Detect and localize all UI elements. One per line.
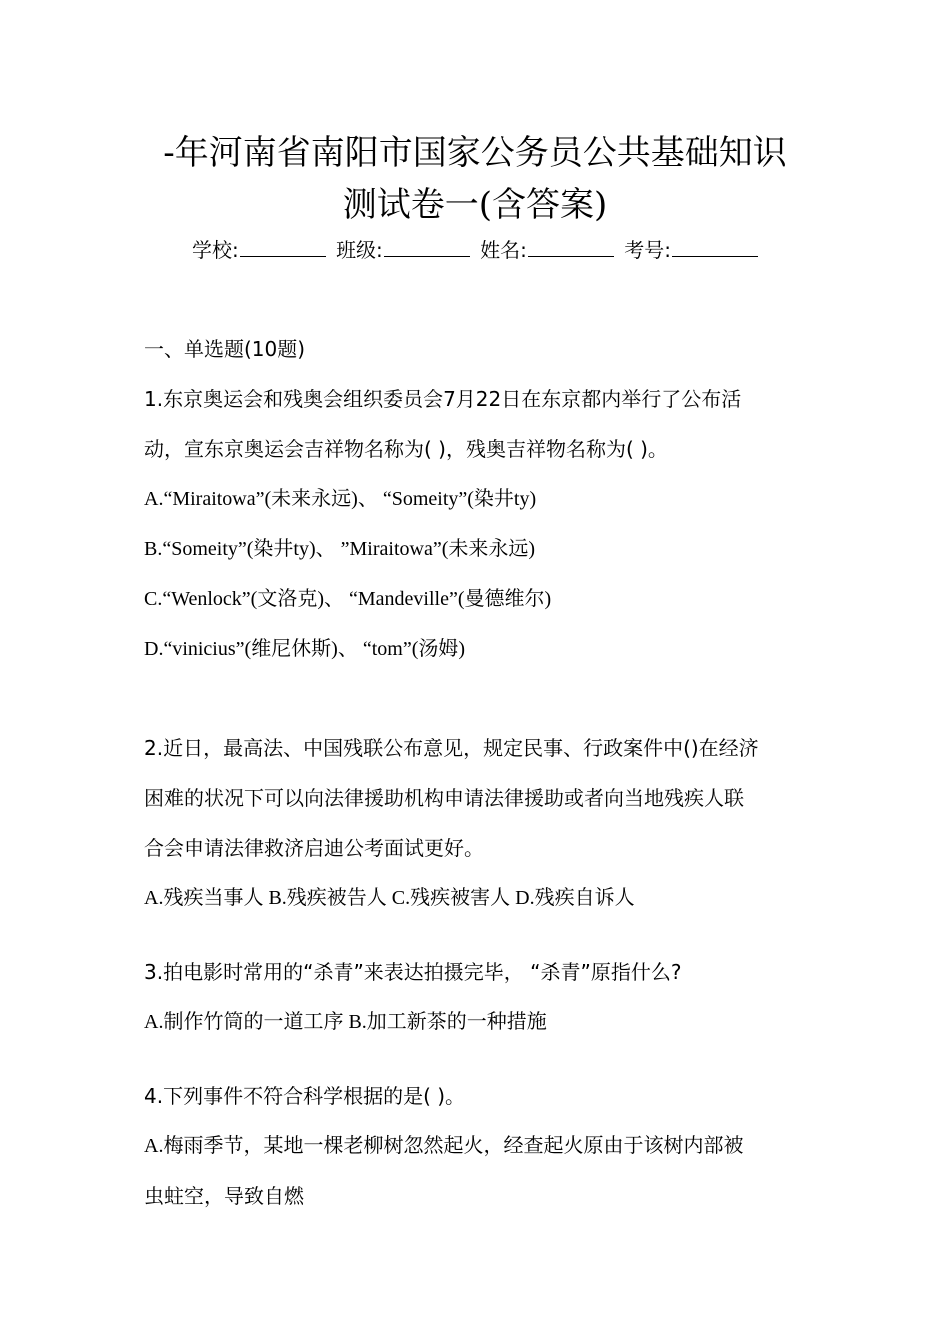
info-label-name: 姓名: xyxy=(480,238,527,262)
document-title-line-1: -年河南省南阳市国家公务员公共基础知识 xyxy=(163,133,787,173)
question-2-stem-line-2: 困难的状况下可以向法律援助机构申请法律援助或者向当地残疾人联 xyxy=(144,786,744,810)
question-1-stem-line-1: 1.东京奥运会和残奥会组织委员会7月22日在东京都内举行了公布活 xyxy=(144,387,742,411)
info-label-class: 班级: xyxy=(336,238,383,262)
info-field-school xyxy=(192,234,326,266)
question-1-option-a: A.“Miraitowa”(未来永远)、 “Someity”(染井ty) xyxy=(144,488,537,510)
info-field-exam-number xyxy=(624,234,758,266)
class-blank[interactable] xyxy=(384,234,470,257)
info-field-class xyxy=(336,234,470,266)
info-label-exam-number: 考号: xyxy=(624,238,672,262)
document-title-line-2: 测试卷一(含答案) xyxy=(342,185,608,225)
name-blank[interactable] xyxy=(528,234,614,257)
question-1-option-c: C.“Wenlock”(文洛克)、 “Mandeville”(曼德维尔) xyxy=(144,588,552,610)
section-heading: 一、单选题(10题) xyxy=(144,337,306,361)
question-4-option-a-line-1: A.梅雨季节，某地一棵老柳树忽然起火，经查起火原由于该树内部被 xyxy=(144,1135,744,1157)
info-label-school: 学校: xyxy=(191,238,239,262)
question-1-option-b: B.“Someity”(染井ty)、 ”Miraitowa”(未来永远) xyxy=(144,538,536,560)
student-info-line xyxy=(0,234,950,266)
question-4-option-a-line-2: 虫蛀空，导致自燃 xyxy=(144,1184,304,1208)
question-2-options: A.残疾当事人 B.残疾被告人 C.残疾被害人 D.残疾自诉人 xyxy=(144,887,635,909)
question-1-stem-line-2: 动，宣东京奥运会吉祥物名称为( )，残奥吉祥物名称为( )。 xyxy=(144,437,668,461)
exam-number-blank[interactable] xyxy=(672,234,758,257)
question-3-stem-line-1: 3.拍电影时常用的“杀青”来表达拍摄完毕， “杀青”原指什么? xyxy=(144,960,682,984)
question-3-options: A.制作竹筒的一道工序 B.加工新茶的一种措施 xyxy=(144,1011,547,1033)
question-2-stem-line-3: 合会申请法律救济启迪公考面试更好。 xyxy=(144,836,484,860)
question-4-stem-line-1: 4.下列事件不符合科学根据的是( )。 xyxy=(144,1084,466,1108)
question-1-option-d: D.“vinicius”(维尼休斯)、 “tom”(汤姆) xyxy=(144,638,466,660)
info-field-name xyxy=(480,234,614,266)
school-blank[interactable] xyxy=(240,234,326,257)
question-2-stem-line-1: 2.近日，最高法、中国残联公布意见，规定民事、行政案件中()在经济 xyxy=(144,736,759,760)
